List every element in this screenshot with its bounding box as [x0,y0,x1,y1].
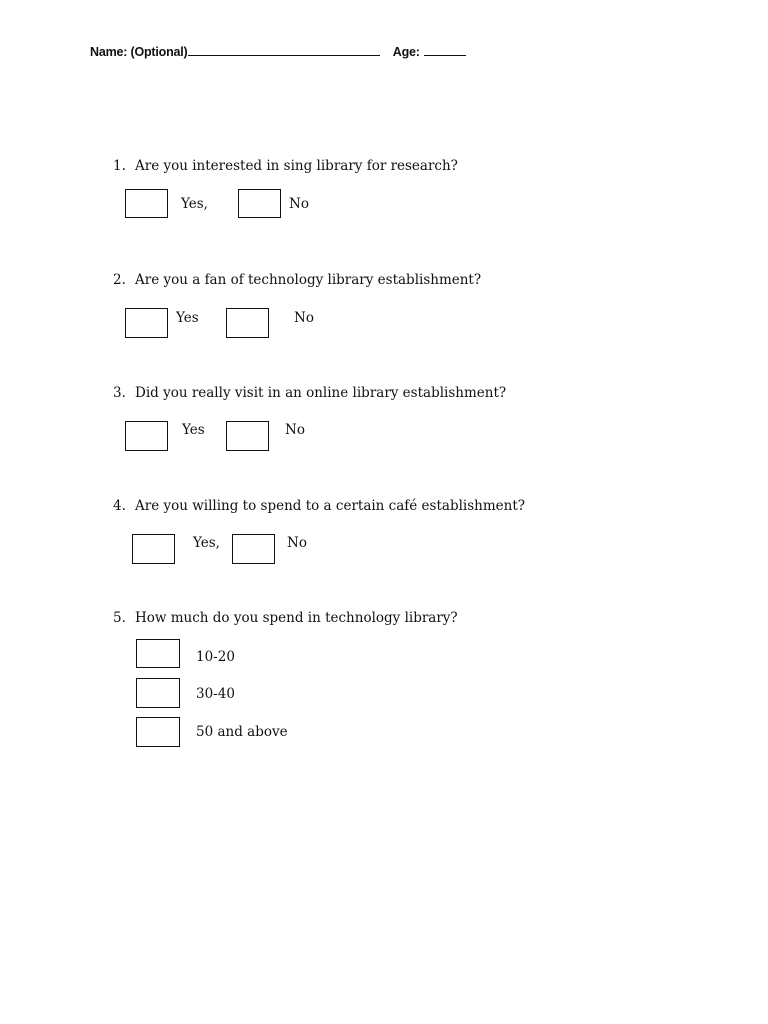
option-label: 10-20 [196,649,235,665]
checkbox-q2-yes[interactable] [125,308,168,338]
option-label: 50 and above [196,724,288,740]
question-number: 2. [113,272,126,288]
option-label: Yes [182,422,205,438]
checkbox-q3-yes[interactable] [125,421,168,451]
checkbox-q3-no[interactable] [226,421,269,451]
checkbox-q2-no[interactable] [226,308,269,338]
question-text: Did you really visit in an online library establishment? [135,385,507,401]
question-text: Are you a fan of technology library establishment? [135,272,482,288]
name-blank-line[interactable] [188,45,380,56]
checkbox-q1-yes[interactable] [125,189,168,218]
question-text: Are you interested in sing library for research? [135,158,458,174]
option-label: Yes [176,310,199,326]
question-number: 4. [113,498,126,514]
age-blank-line[interactable] [424,45,466,56]
question-number: 5. [113,610,126,626]
question-2 [113,272,481,288]
checkbox-q4-no[interactable] [232,534,275,564]
option-label: No [285,422,305,438]
question-1 [113,158,458,174]
option-label: Yes, [193,535,220,551]
option-label: Yes, [181,196,208,212]
question-number: 3. [113,385,126,401]
name-label: Name: (Optional) [90,45,188,59]
checkbox-q5-50-above[interactable] [136,717,180,747]
question-3 [113,385,506,401]
question-text: Are you willing to spend to a certain café establishment? [135,498,525,514]
checkbox-q4-yes[interactable] [132,534,175,564]
option-label: No [287,535,307,551]
checkbox-q5-30-40[interactable] [136,678,180,708]
option-label: No [289,196,309,212]
question-text: How much do you spend in technology library? [135,610,458,626]
question-5 [113,610,458,626]
checkbox-q1-no[interactable] [238,189,281,218]
checkbox-q5-10-20[interactable] [136,639,180,668]
respondent-info-line [90,45,466,59]
option-label: 30-40 [196,686,235,702]
age-label: Age: [392,45,420,59]
question-number: 1. [113,158,126,174]
question-4 [113,498,525,514]
option-label: No [294,310,314,326]
